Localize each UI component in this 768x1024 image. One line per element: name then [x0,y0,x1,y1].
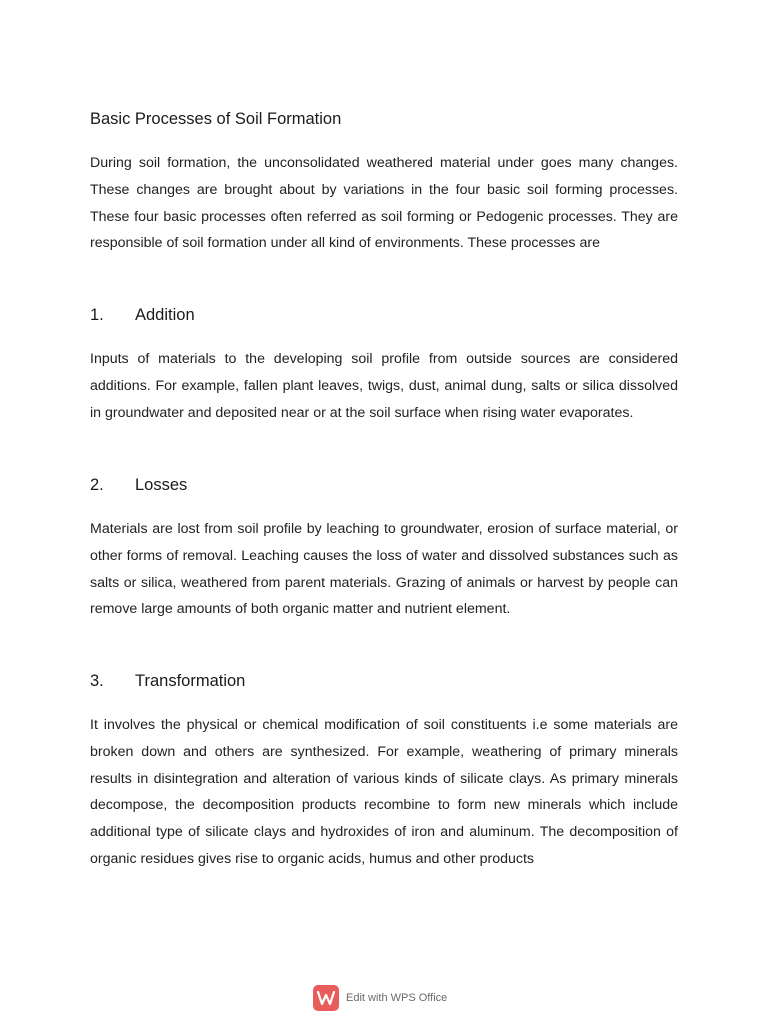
section-body-transformation: It involves the physical or chemical modification of soil constituents i.e some materials are broken down and others are synthesized. For example, weathering of primary minerals results in disintegration and alteration of various kinds of silicate clays. As primary minerals decompose, the decomposition products recombine to form new minerals which include additional type of silicate clays and hydroxides of iron and aluminum. The decomposition of organic residues gives rise to organic acids, humus and other products [90,717,678,867]
section-heading-losses [90,474,187,496]
document-title: Basic Processes of Soil Formation [90,110,342,128]
wps-footer-text: Edit with WPS Office [346,992,448,1004]
intro-paragraph: During soil formation, the unconsolidated weathered material under goes many changes. These changes are brought about by variations in the four basic soil forming processes. These four basic processes often referred as soil forming or Pedogenic processes. They are responsible of soil formation under all kind of environments. These processes are [90,155,678,252]
section-body-addition: Inputs of materials to the developing soil profile from outside sources are considered additions. For example, fallen plant leaves, twigs, dust, animal dung, salts or silica dissolved in groundwater and deposited near or at the soil surface when rising water evaporates. [90,351,678,421]
section-number: 1. [90,306,104,324]
section-body-losses: Materials are lost from soil profile by leaching to groundwater, erosion of surface material, or other forms of removal. Leaching causes the loss of water and dissolved substances such as salts or silica, weathered from parent materials. Grazing of animals or harvest by people can remove large amounts of both organic matter and nutrient element. [90,521,678,618]
section-title: Losses [135,476,188,494]
section-number: 2. [90,476,104,494]
section-heading-addition [90,304,195,326]
section-heading-transformation [90,670,245,692]
wps-office-logo-icon [313,985,339,1011]
section-number: 3. [90,672,104,690]
section-title: Addition [135,306,195,324]
wps-footer-link[interactable] [313,985,447,1011]
section-title: Transformation [135,672,246,690]
